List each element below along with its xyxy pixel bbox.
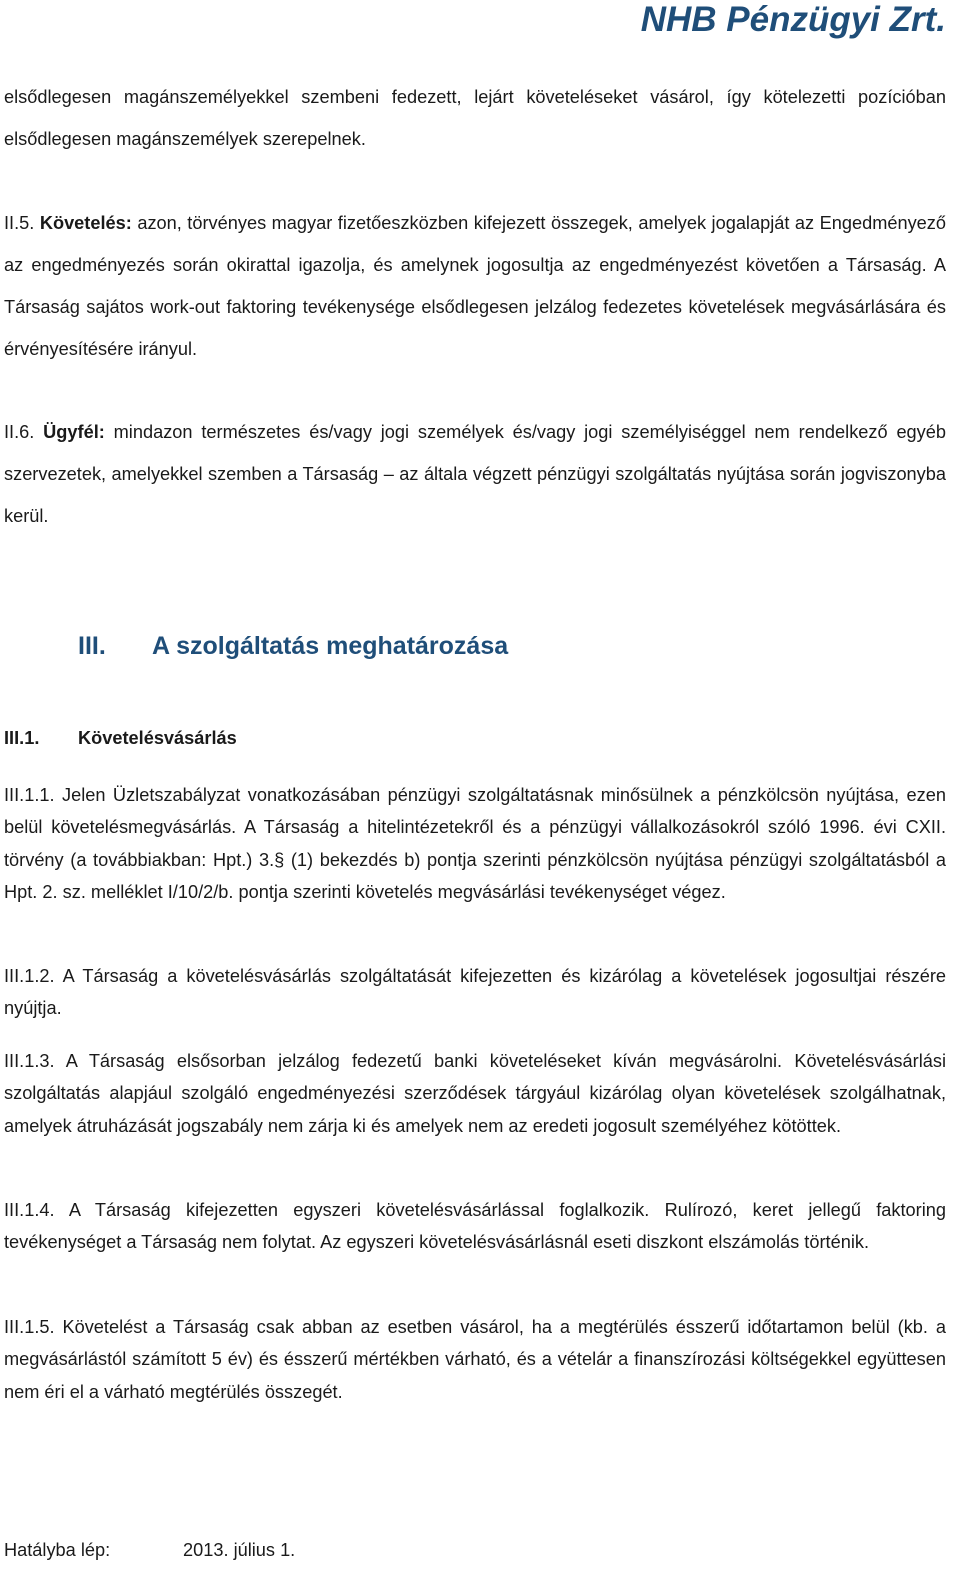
- subsection-number: III.1.: [4, 728, 40, 748]
- section-number: III.: [78, 632, 106, 660]
- section-heading: [78, 632, 508, 661]
- effective-date-value: 2013. július 1.: [183, 1540, 296, 1560]
- paragraph-continuation: elsődlegesen magánszemélyekkel szembeni fedezett, lejárt követeléseket vásárol, így kötelezetti pozícióban elsődlegesen magánszemélyek szerepelnek.: [4, 87, 946, 149]
- company-header: NHB Pénzügyi Zrt.: [640, 0, 946, 39]
- clause-iii-1-3: III.1.3. A Társaság elsősorban jelzálog fedezetű banki követeléseket kíván megvásárolni. Követelésvásárlási szolgáltatás alapjául szolgáló engedményezési szerződések tárgyául kizárólag olyan követelések szolgálhatnak, amelyek átruházását jogszabály nem zárja ki és amelyek nem az eredeti jogosult személyéhez kötöttek.: [4, 1051, 946, 1136]
- definition-text: azon, törvényes magyar fizetőeszközben kifejezett összegek, amelyek jogalapját az Engedményező az engedményezés során okirattal igazolja, és amelynek jogosultja az engedményezést követően a Társaság. A Társaság sajátos work-out faktoring tevékenysége elsődlegesen jelzálog fedezetes követelések megvásárlására és érvényesítésére irányul.: [4, 213, 946, 359]
- definition-text: mindazon természetes és/vagy jogi személyek és/vagy jogi személyiséggel nem rendelkező egyéb szervezetek, amelyekkel szemben a Társaság – az általa végzett pénzügyi szolgáltatás nyújtása során jogviszonyba kerül.: [4, 422, 947, 526]
- subsection-title: Követelésvásárlás: [78, 728, 237, 748]
- section-title: A szolgáltatás meghatározása: [152, 632, 509, 660]
- paragraph-ii6: [4, 411, 946, 537]
- clause-number: II.6.: [4, 422, 35, 442]
- paragraph-ii5: [4, 202, 946, 370]
- clause-iii-1-5: III.1.5. Követelést a Társaság csak abban az esetben vásárol, ha a megtérülés ésszerű időtartamon belül (kb. a megvásárlástól számított 5 év) és ésszerű mértékben várható, és a vételár a finanszírozási költségekkel együttesen nem éri el a várható megtérülés összegét.: [4, 1317, 946, 1402]
- defined-term: Követelés:: [39, 213, 132, 233]
- clause-number: II.5.: [4, 213, 35, 233]
- effective-date-label: Hatályba lép:: [4, 1540, 111, 1560]
- clause-iii-1-1: III.1.1. Jelen Üzletszabályzat vonatkozásában pénzügyi szolgáltatásnak minősülnek a pénzkölcsön nyújtása, ezen belül követelésmegvásárlás. A Társaság a hitelintézetekről és a pénzügyi vállalkozásokról szóló 1996. évi CXII. törvény (a továbbiakban: Hpt.) 3.§ (1) bekezdés b) pontja szerinti pénzkölcsön nyújtása pénzügyi szolgáltatásból a Hpt. 2. sz. melléklet I/10/2/b. pontja szerinti követelés megvásárlási tevékenységet végez.: [4, 785, 946, 902]
- subsection-heading: [4, 728, 237, 749]
- clause-iii-1-2: III.1.2. A Társaság a követelésvásárlás szolgáltatását kifejezetten és kizárólag a követelések jogosultjai részére nyújtja.: [4, 966, 946, 1019]
- clause-iii-1-4: III.1.4. A Társaság kifejezetten egyszeri követelésvásárlással foglalkozik. Rulírozó, keret jellegű faktoring tevékenységet a Társaság nem folytat. Az egyszeri követelésvásárlásnál eseti diszkont elszámolás történik.: [4, 1200, 946, 1253]
- defined-term: Ügyfél:: [43, 422, 105, 442]
- effective-date: [4, 1540, 295, 1561]
